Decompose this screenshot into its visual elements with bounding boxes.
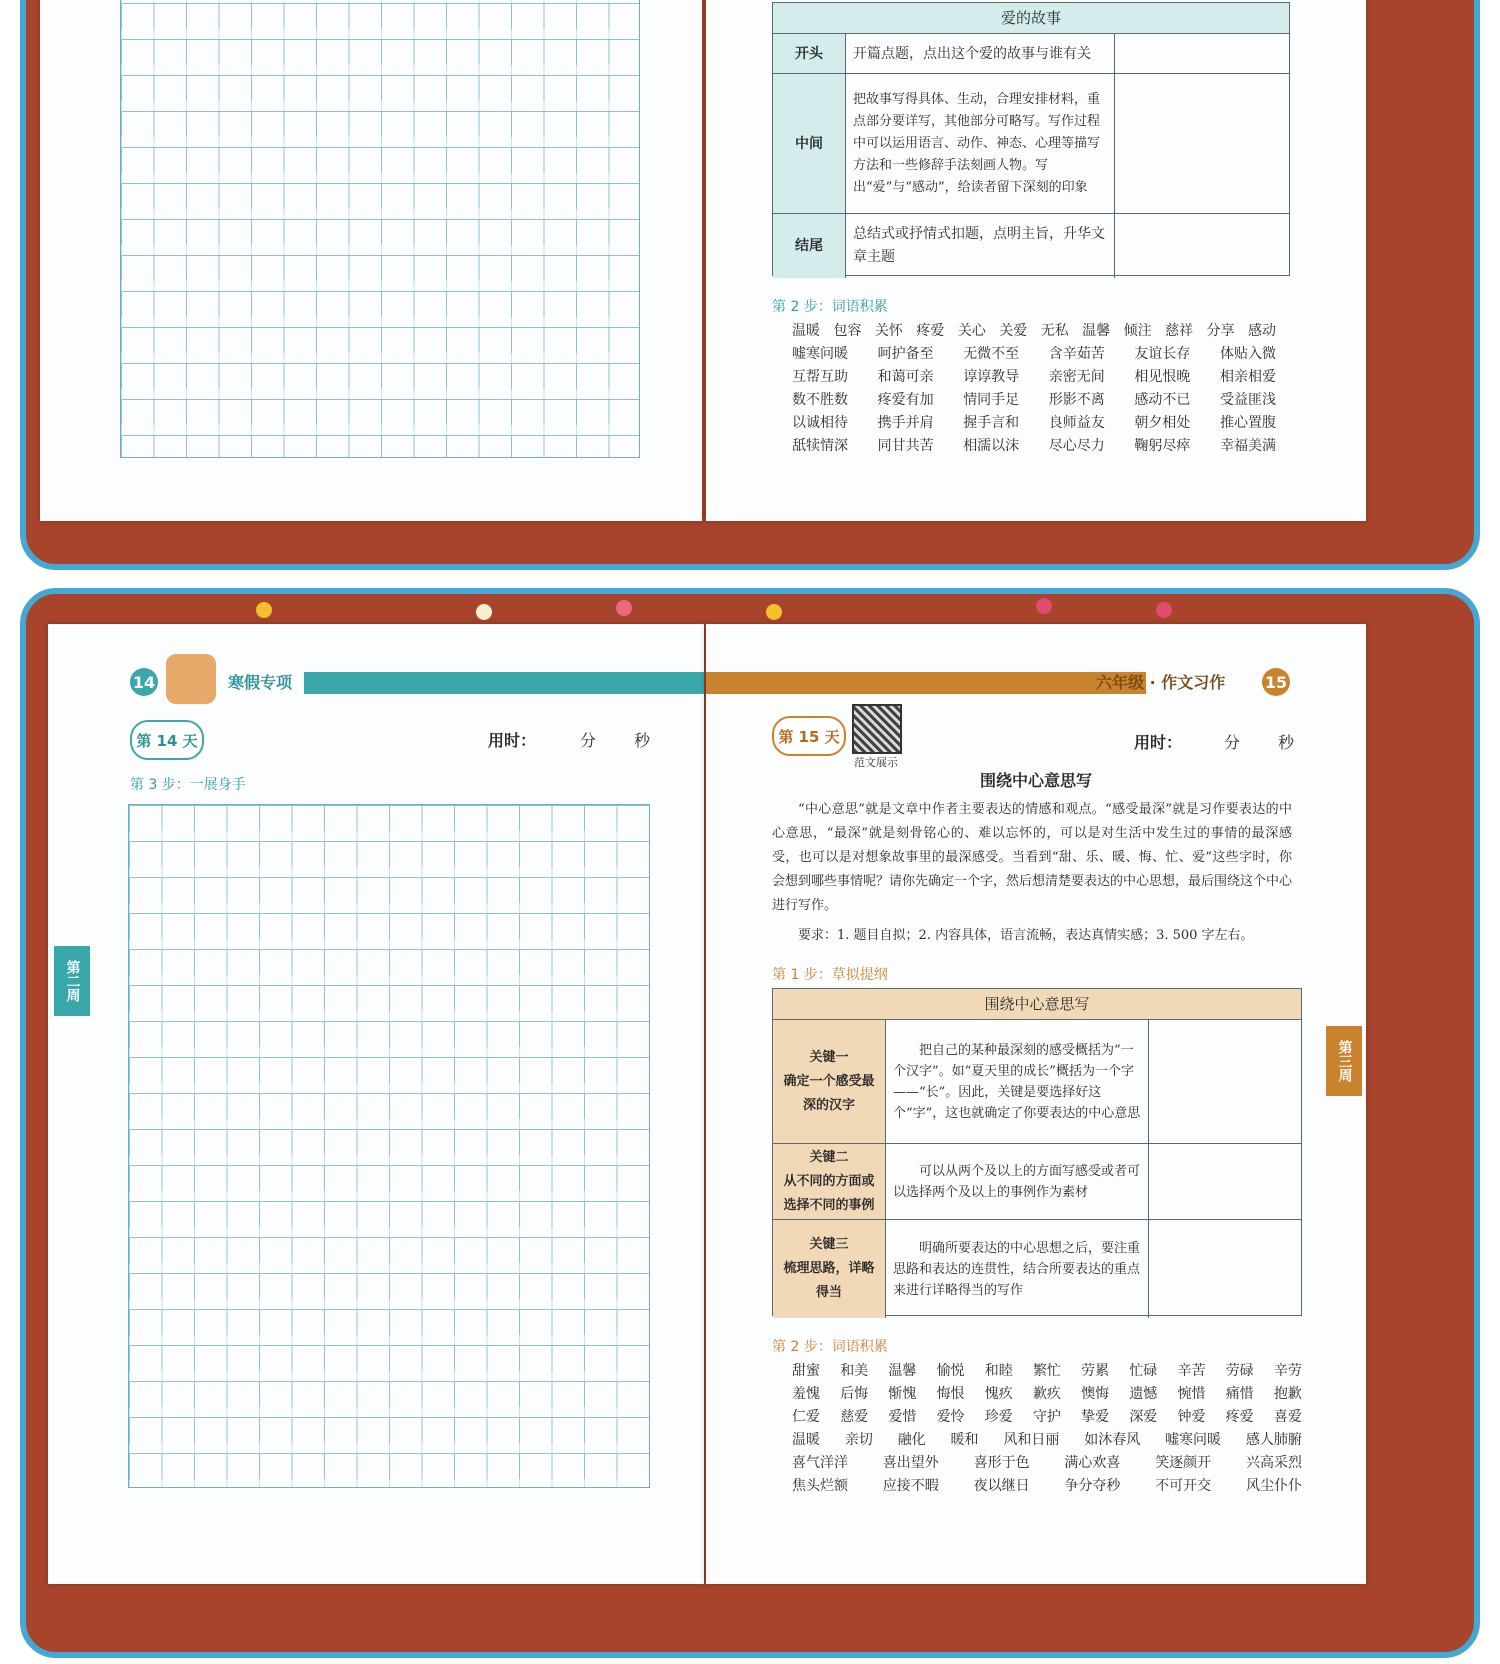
step1-label: 第 1 步：草拟提纲 — [772, 967, 888, 983]
header-bar — [304, 672, 704, 694]
vocab-row: 数不胜数 疼爱有加 情同手足 形影不离 感动不已 受益匪浅 — [792, 392, 1276, 408]
vocab-row: 温暖 亲切 融化 暖和 风和日丽 如沐春风 嘘寒问暖 感人肺腑 — [792, 1432, 1302, 1448]
row-label: 关键一 确定一个感受最 深的汉字 — [773, 1020, 886, 1144]
blank-cell — [1148, 1020, 1301, 1144]
top-right-page — [706, 0, 1366, 521]
row-text: 开篇点题，点出这个爱的故事与谁有关 — [853, 45, 1091, 62]
vocab-row: 温暖 包容 关怀 疼爱 关心 关爱 无私 温馨 倾注 慈祥 分享 感动 — [792, 323, 1276, 339]
row-label: 关键二 从不同的方面或 选择不同的事例 — [773, 1144, 886, 1220]
flower-decoration — [766, 604, 782, 620]
writing-grid — [128, 804, 650, 1488]
time-min: 分 — [580, 731, 597, 750]
table-row — [773, 1019, 1301, 1144]
page-number: 15 — [1262, 668, 1290, 696]
intro-paragraph: “中心意思”就是文章中作者主要表达的情感和观点。“感受最深”就是习作要表达的中心意思，“最深”就是刻骨铭心的、难以忘怀的，可以是对生活中发生过的事情的最深感受，也可以是对想象故事里的最深感受。当看到“甜、乐、暖、悔、忙、爱”这些字时，你会想到哪些事情呢？请你先确定一个字，然后想清楚要表达的中心思想，最后围绕这个中心进行写作。 — [772, 802, 1293, 913]
row-text: 明确所要表达的中心思想之后，要注重思路和表达的连贯性，结合所要表达的重点来进行详略得当的写作 — [893, 1240, 1141, 1298]
day-badge: 第 14 天 — [130, 720, 204, 760]
blank-cell — [1148, 1220, 1301, 1318]
table-row — [773, 73, 1289, 214]
page-number: 14 — [130, 668, 158, 696]
essay-title: 围绕中心意思写 — [979, 771, 1092, 790]
step3-label: 第 3 步：一展身手 — [130, 777, 246, 793]
week-side-tab: 第三周 — [1326, 1026, 1362, 1096]
top-left-page — [40, 0, 702, 521]
row-label: 开头 — [773, 34, 846, 74]
vocab-row: 舐犊情深 同甘共苦 相濡以沫 尽心尽力 鞠躬尽瘁 幸福美满 — [792, 438, 1276, 454]
time-min: 分 — [1224, 733, 1241, 752]
right-page — [706, 624, 1366, 1584]
header-bar — [706, 672, 1146, 694]
table-row — [773, 213, 1289, 278]
table-title: 围绕中心意思写 — [773, 989, 1301, 1019]
row-text: 把故事写得具体、生动，合理安排材料，重点部分要详写，其他部分可略写。写作过程中可以运用语言、动作、神态、心理等描写方法和一些修辞手法刻画人物。写出“爱”与“感动”，给读者留下深刻的印象 — [853, 92, 1101, 195]
vocab-row: 仁爱 慈爱 爱惜 爱怜 珍爱 守护 挚爱 深爱 钟爱 疼爱 喜爱 — [792, 1409, 1302, 1425]
blank-cell — [1114, 214, 1289, 278]
vocab-row: 羞愧 后悔 惭愧 悔恨 愧疚 歉疚 懊悔 遗憾 惋惜 痛惜 抱歉 — [792, 1386, 1302, 1402]
header-title: 寒假专项 — [228, 673, 293, 692]
table-row — [773, 33, 1289, 74]
requirements: 要求：1. 题目自拟；2. 内容具体，语言流畅，表达真情实感；3. 500 字左右。 — [798, 928, 1254, 943]
time-label: 用时： — [488, 731, 537, 750]
time-sec: 秒 — [1278, 733, 1295, 752]
vocab-row: 焦头烂额 应接不暇 夜以继日 争分夺秒 不可开交 风尘仆仆 — [792, 1478, 1302, 1494]
week-side-tab: 第二周 — [54, 946, 90, 1016]
love-story-table — [772, 2, 1290, 276]
flower-decoration — [476, 604, 492, 620]
row-text: 总结式或抒情式扣题，点明主旨，升华文章主题 — [853, 226, 1105, 265]
outline-table — [772, 988, 1302, 1316]
vocab-row: 甜蜜 和美 温馨 愉悦 和睦 繁忙 劳累 忙碌 辛苦 劳碌 辛劳 — [792, 1363, 1302, 1379]
vocab-row: 互帮互助 和蔼可亲 谆谆教导 亲密无间 相见恨晚 相亲相爱 — [792, 369, 1276, 385]
vocab-block — [792, 320, 1276, 458]
blank-cell — [1148, 1144, 1301, 1220]
qr-caption: 范文展示 — [854, 756, 898, 769]
vocab-row: 喜气洋洋 喜出望外 喜形于色 满心欢喜 笑逐颜开 兴高采烈 — [792, 1455, 1302, 1471]
writing-grid — [120, 0, 640, 458]
table-row — [773, 1219, 1301, 1318]
bottom-photo-frame — [20, 588, 1480, 1658]
step2-label: 第 2 步：词语积累 — [772, 1339, 888, 1355]
vocab-block — [792, 1360, 1302, 1498]
time-label: 用时： — [1134, 733, 1183, 752]
vocab-row: 以诚相待 携手并肩 握手言和 良师益友 朝夕相处 推心置腹 — [792, 415, 1276, 431]
table-row — [773, 1143, 1301, 1220]
day-badge: 第 15 天 — [772, 716, 846, 756]
flower-decoration — [1036, 598, 1052, 614]
row-label: 结尾 — [773, 214, 846, 278]
flower-decoration — [616, 600, 632, 616]
top-photo-frame — [20, 0, 1480, 570]
flower-decoration — [1156, 602, 1172, 618]
header-title: 六年级 · 作文习作 — [1096, 673, 1226, 692]
row-text: 可以从两个及以上的方面写感受或者可以选择两个及以上的事例作为素材 — [893, 1164, 1141, 1200]
blank-cell — [1114, 74, 1289, 214]
qr-code — [852, 704, 902, 754]
kids-illustration — [166, 654, 216, 704]
row-label: 关键三 梳理思路，详略 得当 — [773, 1220, 886, 1318]
time-sec: 秒 — [634, 731, 651, 750]
flower-decoration — [256, 602, 272, 618]
table-title: 爱的故事 — [773, 3, 1289, 33]
blank-cell — [1114, 34, 1289, 74]
row-label: 中间 — [773, 74, 846, 214]
vocab-row: 嘘寒问暖 呵护备至 无微不至 含辛茹苦 友谊长存 体贴入微 — [792, 346, 1276, 362]
row-text: 把自己的某种最深刻的感受概括为“一个汉字”。如“夏天里的成长”概括为一个字——“长”。因此，关键是要选择好这个“字”，这也就确定了你要表达的中心意思 — [893, 1043, 1141, 1121]
step2-label: 第 2 步：词语积累 — [772, 299, 888, 315]
left-page — [48, 624, 704, 1584]
